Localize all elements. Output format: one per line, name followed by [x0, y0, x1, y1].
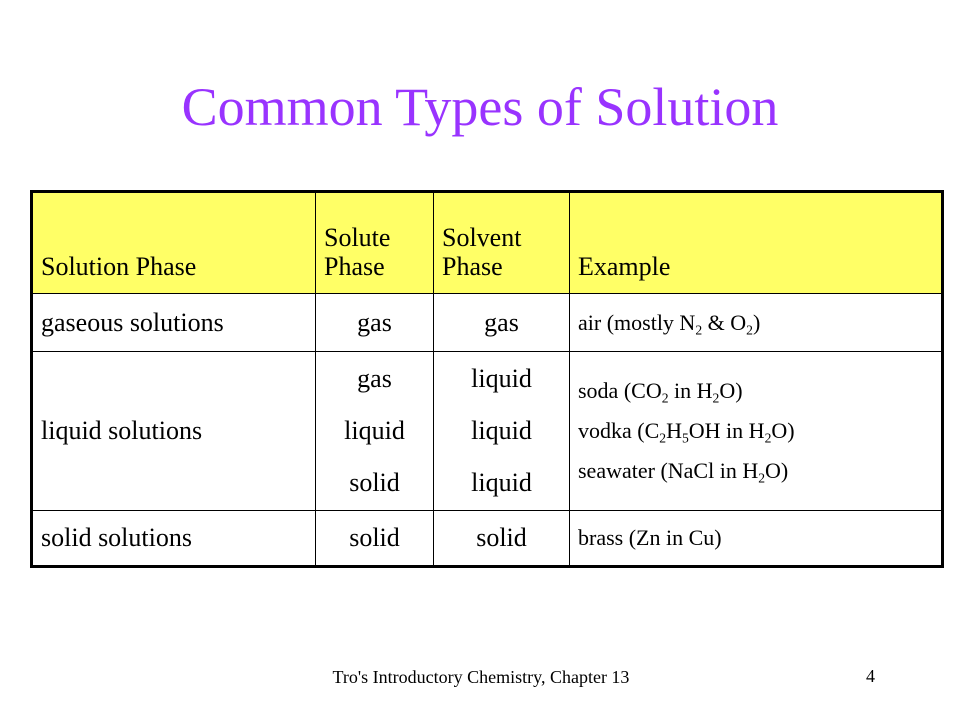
slide-footer: Tro's Introductory Chemistry, Chapter 13 — [332, 667, 630, 687]
table-header-row — [32, 192, 943, 294]
cell-solute — [316, 510, 434, 566]
example-text: vodka ($C_2H_5OH$ in $H_2O$) — [578, 418, 795, 446]
header-solution-phase: Solution Phase — [32, 192, 316, 294]
cell-example — [570, 510, 943, 566]
example-text: brass (Zn in Cu) — [578, 524, 722, 550]
solvent-value: liquid — [471, 364, 532, 393]
slide-title: Common Types of Solution — [181, 77, 779, 137]
solute-value: gas — [357, 364, 392, 393]
cell-solution-phase: liquid solutions — [32, 352, 316, 510]
cell-solute — [316, 352, 434, 510]
solution-types-table — [30, 190, 944, 568]
cell-solvent — [434, 510, 570, 566]
header-solute-phase: Solute Phase — [316, 192, 434, 294]
cell-solute — [316, 294, 434, 352]
solvent-value: liquid — [471, 468, 532, 497]
solvent-value: solid — [476, 522, 527, 552]
cell-example — [570, 352, 943, 510]
header-example: Example — [570, 192, 943, 294]
example-text: air (mostly $N_2$ & $O_2$) — [578, 309, 761, 338]
solute-value: gas — [357, 307, 392, 337]
table-row — [32, 294, 943, 352]
solute-value: solid — [349, 522, 400, 552]
example-text: soda ($CO_2$ in $H_2O$) — [578, 378, 743, 406]
solvent-value: gas — [484, 307, 519, 337]
example-text: seawater (NaCl in $H_2O$) — [578, 458, 789, 486]
solvent-value: liquid — [471, 416, 532, 445]
cell-solvent — [434, 352, 570, 510]
cell-example — [570, 294, 943, 352]
solute-value: solid — [349, 468, 400, 497]
solute-value: liquid — [344, 416, 405, 445]
page-number: 4 — [866, 666, 875, 686]
cell-solution-phase: solid solutions — [32, 510, 316, 566]
table-row — [32, 510, 943, 566]
header-solvent-phase: Solvent Phase — [434, 192, 570, 294]
cell-solution-phase: gaseous solutions — [32, 294, 316, 352]
cell-solvent — [434, 294, 570, 352]
table-row — [32, 352, 943, 510]
